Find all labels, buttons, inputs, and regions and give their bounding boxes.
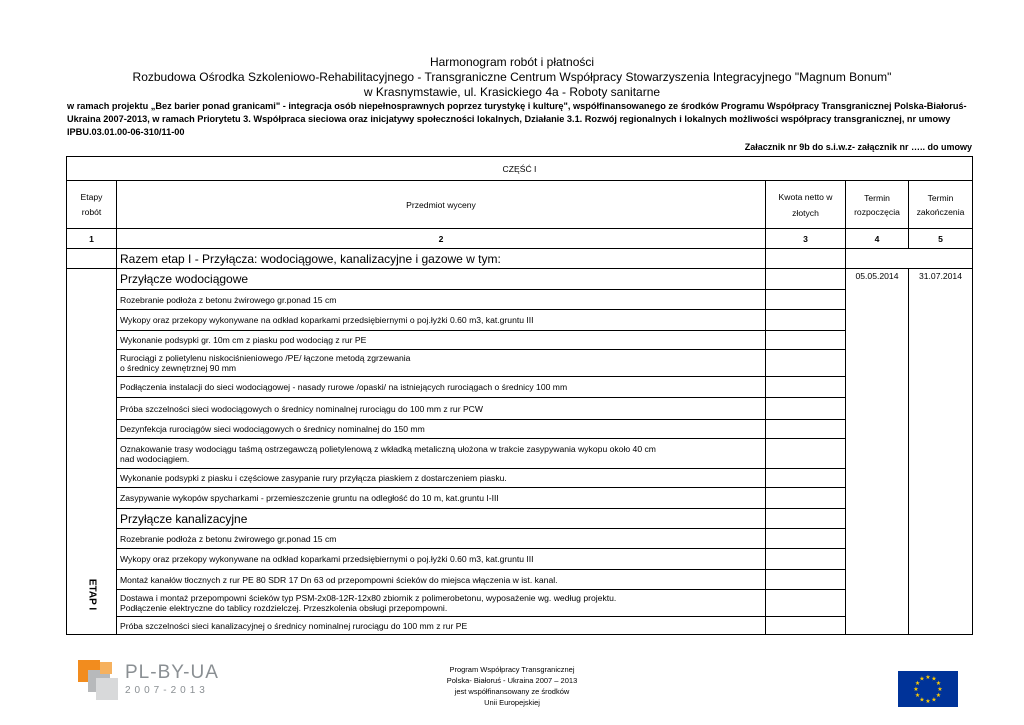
row-line: Dostawa i montaż przepompowni ścieków typ PSM-2x08-12R-12x80 zbiornik z polimerobetonu, wyposażenie wg. według projektu. (120, 593, 617, 603)
amount-cell (766, 439, 846, 469)
row-line: nad wodociągiem. (120, 453, 190, 464)
amount-cell (766, 529, 846, 549)
amount-cell (766, 310, 846, 331)
header-etapy: Etapy robót (67, 181, 117, 229)
part-header: CZĘŚĆ I (67, 157, 973, 181)
footer-line: Program Współpracy Transgranicznej (449, 665, 575, 674)
summary-row: Razem etap I - Przyłącza: wodociągowe, kanalizacyjne i gazowe w tym: (117, 249, 766, 269)
table-row: Rozebranie podłoża z betonu żwirowego gr.ponad 15 cm (117, 529, 766, 549)
svg-text:★: ★ (931, 696, 937, 704)
amount-cell (766, 269, 846, 290)
amount-cell (766, 617, 846, 635)
document-location: w Krasnymstawie, ul. Krasickiego 4a - Roboty sanitarne (363, 85, 661, 99)
footer-line: Polska- Białoruś - Ukraina 2007 – 2013 (446, 676, 578, 685)
amount-cell (766, 377, 846, 398)
stage-label: ETAP I (86, 578, 97, 611)
svg-text:★: ★ (914, 692, 921, 699)
pl-by-ua-logo-icon (78, 660, 118, 700)
logo-text: PL-BY-UA (125, 662, 219, 683)
svg-text:★: ★ (919, 696, 925, 704)
amount-cell (766, 331, 846, 350)
svg-text:★: ★ (931, 675, 937, 683)
schedule-table (66, 156, 973, 635)
attachment-note: Załacznik nr 9b do s.i.w.z- załącznik nr ….. do umowy (744, 142, 972, 152)
table-row: Montaż kanałów tłocznych z rur PE 80 SDR 17 Dn 63 od przepompowni ścieków do miejsca włączenia w ist. kanal. (117, 570, 766, 590)
stage-cell (67, 269, 117, 635)
document-title: Harmonogram robót i płatności (429, 55, 595, 69)
end-date: 31.07.2014 (909, 269, 973, 635)
row-line: o średnicy zewnętrznej 90 mm (120, 363, 237, 373)
amount-cell (766, 249, 846, 269)
etap-cell-empty (67, 249, 117, 269)
eu-flag-icon (898, 671, 958, 707)
program-footer (412, 664, 612, 708)
amount-cell (766, 420, 846, 439)
header-przedmiot: Przedmiot wyceny (117, 181, 766, 229)
section-sewer: Przyłącze kanalizacyjne (117, 509, 766, 529)
amount-cell (766, 570, 846, 590)
column-number: 3 (766, 229, 846, 249)
svg-text:★: ★ (913, 686, 919, 693)
svg-text:★: ★ (937, 686, 943, 693)
footer-line: jest współfinansowany ze środków (454, 687, 570, 696)
svg-text:★: ★ (914, 680, 921, 687)
amount-cell (766, 549, 846, 570)
row-line: Oznakowanie trasy wodociągu taśmą ostrzegawczą polietylenową z wkładką metaliczną ułożona w trakcie zasypywania wykopu około 40 cm (120, 443, 656, 454)
svg-text:★: ★ (925, 698, 931, 705)
date-cell-empty (846, 249, 973, 269)
amount-cell (766, 488, 846, 509)
svg-text:★: ★ (919, 675, 925, 683)
table-row (117, 590, 766, 617)
table-row: Dezynfekcja rurociągów sieci wodociągowych o średnicy nominalnej do 150 mm (117, 420, 766, 439)
table-row: Wykonanie podsypki z piasku i częściowe zasypanie rury przyłącza piaskiem z dostarczeniem piasku. (117, 469, 766, 488)
table-row: Wykopy oraz przekopy wykonywane na odkład koparkami przedsiębiernymi o poj.łyżki 0.60 m3, kat.gruntu III (117, 549, 766, 570)
amount-cell (766, 590, 846, 617)
column-number: 1 (67, 229, 117, 249)
amount-cell (766, 398, 846, 420)
document-subtitle: Rozbudowa Ośrodka Szkoleniowo-Rehabilitacyjnego - Transgraniczne Centrum Współpracy Stowarzyszenia Integracyjnego "Magnum Bonum" (132, 70, 892, 84)
svg-text:★: ★ (935, 680, 942, 687)
footer-line: Unii Europejskiej (484, 698, 540, 707)
table-row (117, 350, 766, 377)
table-row: Wykonanie podsypki gr. 10m cm z piasku pod wodociąg z rur PE (117, 331, 766, 350)
amount-cell (766, 509, 846, 529)
row-line: Podłączenie elektryczne do tablicy rozdzielczej. Przeszkolenia obsługi przepompowni. (120, 603, 448, 613)
column-number: 2 (117, 229, 766, 249)
table-row: Zasypywanie wykopów spycharkami - przemieszczenie gruntu na odległość do 10 m, kat.gruntu I-III (117, 488, 766, 509)
section-water: Przyłącze wodociągowe (117, 269, 766, 290)
column-number: 5 (909, 229, 973, 249)
table-row: Wykopy oraz przekopy wykonywane na odkład koparkami przedsiębiernymi o poj.łyżki 0.60 m3, kat.gruntu III (117, 310, 766, 331)
table-row: Podłączenia instalacji do sieci wodociągowej - nasady rurowe /opaski/ na istniejących rurociągach o średnicy 100 mm (117, 377, 766, 398)
svg-text:★: ★ (935, 692, 942, 699)
amount-cell (766, 290, 846, 310)
header-start: Termin rozpoczęcia (846, 181, 909, 229)
logo-years: 2007-2013 (125, 685, 209, 696)
amount-cell (766, 350, 846, 377)
table-row (117, 439, 766, 469)
project-description: w ramach projektu „Bez barier ponad granicami" - integracja osób niepełnosprawnych poprzez turystykę i kulturę", współfinansowanego ze środków Programu Współpracy Transgranicznej Polska-Białoruś-Ukraina 2007-2013, w ramach Priorytetu 3. Współpraca sieciowa oraz inicjatywy społeczności lokalnych, Działanie 3.1. Rozwój regionalnych i lokalnych możliwości współpracy transgranicznej, nr umowy IPBU.03.01.00-06-310/11-00 (67, 101, 967, 137)
amount-cell (766, 469, 846, 488)
start-date: 05.05.2014 (846, 269, 909, 635)
row-line: Rurociągi z polietylenu niskociśnieniowego /PE/ łączone metodą zgrzewania (120, 353, 411, 363)
svg-text:★: ★ (925, 674, 931, 681)
header-kwota: Kwota netto w złotych (766, 181, 846, 229)
header-end: Termin zakończenia (909, 181, 973, 229)
table-row: Próba szczelności sieci wodociągowych o średnicy nominalnej rurociągu do 100 mm z rur PCW (117, 398, 766, 420)
table-row: Próba szczelności sieci kanalizacyjnej o średnicy nominalnej rurociągu do 100 mm z rur PE (117, 617, 766, 635)
column-number: 4 (846, 229, 909, 249)
table-row: Rozebranie podłoża z betonu żwirowego gr.ponad 15 cm (117, 290, 766, 310)
